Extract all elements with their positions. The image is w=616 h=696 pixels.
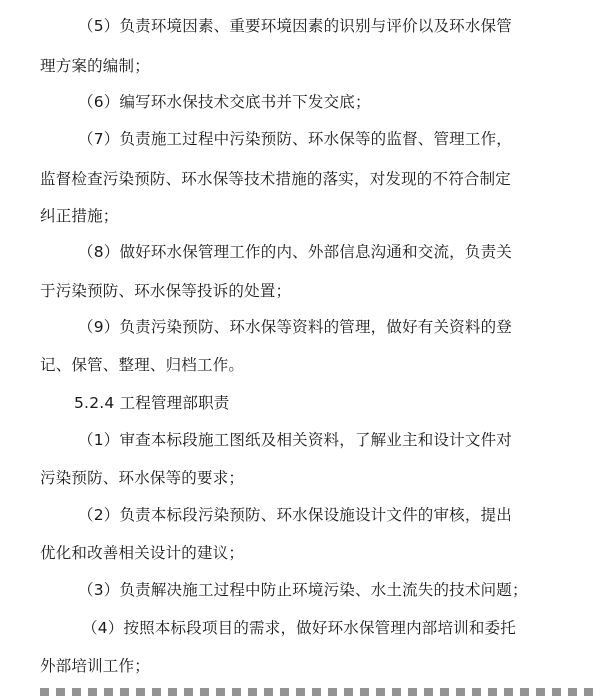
- paragraph-line: （4）按照本标段项目的需求，做好环水保管理内部培训和委托: [82, 619, 516, 637]
- paragraph-line: 记、保管、整理、归档工作。: [40, 356, 245, 374]
- clipped-text-fragment: [40, 688, 600, 696]
- paragraph-line: （1）审查本标段施工图纸及相关资料，了解业主和设计文件对: [78, 431, 512, 449]
- paragraph-line: 优化和改善相关设计的建议；: [40, 544, 245, 562]
- paragraph-line: （3）负责解决施工过程中防止环境污染、水土流失的技术问题；: [78, 581, 528, 599]
- paragraph-line: 纠正措施；: [40, 207, 119, 225]
- paragraph-line: （6）编写环水保技术交底书并下发交底；: [78, 93, 371, 111]
- clipped-next-line: [0, 688, 616, 696]
- paragraph-line: 外部培训工作；: [40, 657, 150, 675]
- paragraph-line: （7）负责施工过程中污染预防、环水保等的监督、管理工作，: [78, 130, 512, 148]
- paragraph-line: （9）负责污染预防、环水保等资料的管理，做好有关资料的登: [78, 318, 512, 336]
- paragraph-line: （2）负责本标段污染预防、环水保设施设计文件的审核，提出: [78, 506, 512, 524]
- paragraph-line: 污染预防、环水保等的要求；: [40, 469, 245, 487]
- paragraph-line: （8）做好环水保管理工作的内、外部信息沟通和交流，负责关: [78, 243, 512, 261]
- paragraph-line: （5）负责环境因素、重要环境因素的识别与评价以及环水保管: [78, 17, 512, 35]
- paragraph-line: 理方案的编制；: [40, 57, 150, 75]
- section-heading: 5.2.4 工程管理部职责: [74, 394, 230, 412]
- paragraph-line: 于污染预防、环水保等投诉的处置；: [40, 282, 292, 300]
- paragraph-line: 监督检查污染预防、环水保等技术措施的落实，对发现的不符合制定: [40, 170, 512, 188]
